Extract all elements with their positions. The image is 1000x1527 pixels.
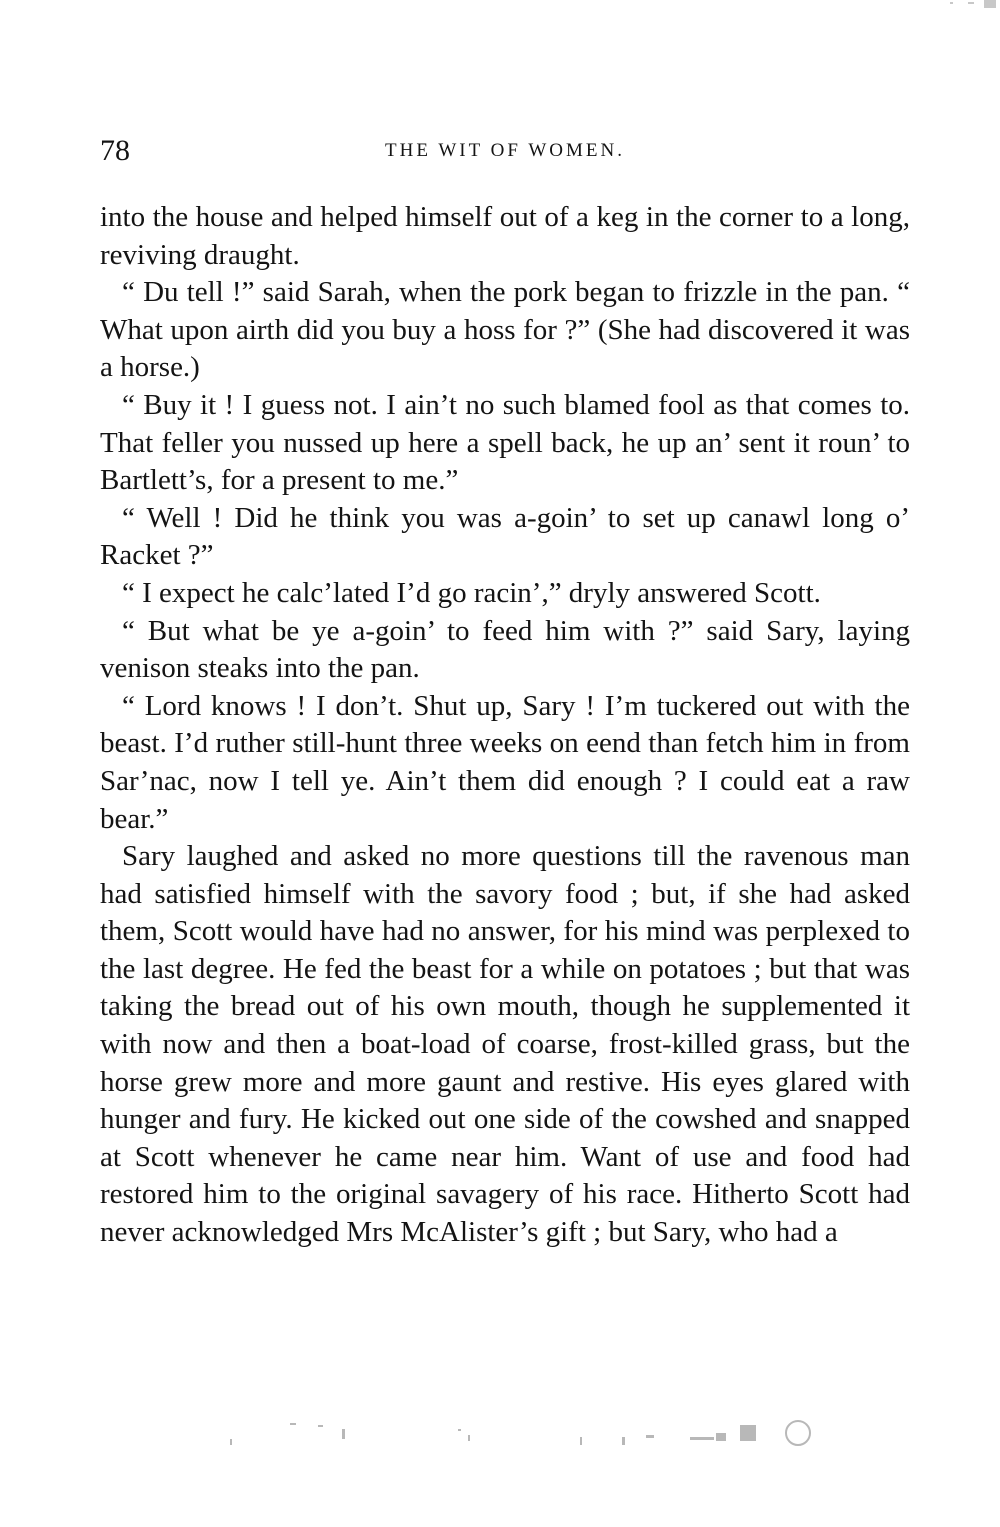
paragraph: “ I expect he calc’lated I’d go racin’,” dryly answered Scott. xyxy=(122,576,821,609)
paragraph: “ Lord knows ! I don’t. Shut up, Sary ! I’m tuckered out with the beast. I’d ruther still-hunt three weeks on eend than fetch him in from Sar’nac, now I tell ye. Ain’t them did enough ? I could eat a raw bear.” xyxy=(100,689,910,835)
body-text xyxy=(100,199,910,1252)
paragraph: Sary laughed and asked no more questions till the ravenous man had satisfied himself with the savory food ; but, if she had asked them, Scott would have had no answer, for his mind was perplexed to the last degree. He fed the beast for a while on potatoes ; but that was taking the bread out of his own mouth, though he supplemented it with now and then a boat-load of coarse, frost-killed grass, but the horse grew more and more gaunt and restive. His eyes glared with hunger and fury. He kicked out one side of the cowshed and snapped at Scott whenever he came near him. Want of use and food had restored him to the original savagery of his race. Hitherto Scott had never acknowledged Mrs McAlister’s gift ; but Sary, who had a xyxy=(100,840,910,1249)
paragraph: “ Well ! Did he think you was a-goin’ to set up canawl long o’ Racket ?” xyxy=(100,501,910,572)
paragraph: “ Buy it ! I guess not. I ain’t no such blamed fool as that comes to. That feller you nussed up here a spell back, he up an’ sent it roun’ to Bartlett’s, for a present to me.” xyxy=(100,388,910,497)
paragraph-continued: into the house and helped himself out of a keg in the corner to a long, reviving draught. xyxy=(100,201,910,271)
running-head: THE WIT OF WOMEN. xyxy=(385,140,625,161)
paragraph: “ Du tell !” said Sarah, when the pork began to frizzle in the pan. “ What upon airth did you buy a hoss for ?” (She had discovered it was a horse.) xyxy=(100,276,910,384)
page-number: 78 xyxy=(100,134,130,167)
corner-scan-marks xyxy=(920,0,1000,12)
scan-speckle-marks xyxy=(230,1415,820,1455)
paragraph: “ But what be ye a-goin’ to feed him with ?” said Sary, laying venison steaks into the pan. xyxy=(100,614,910,685)
page-header xyxy=(100,133,910,169)
